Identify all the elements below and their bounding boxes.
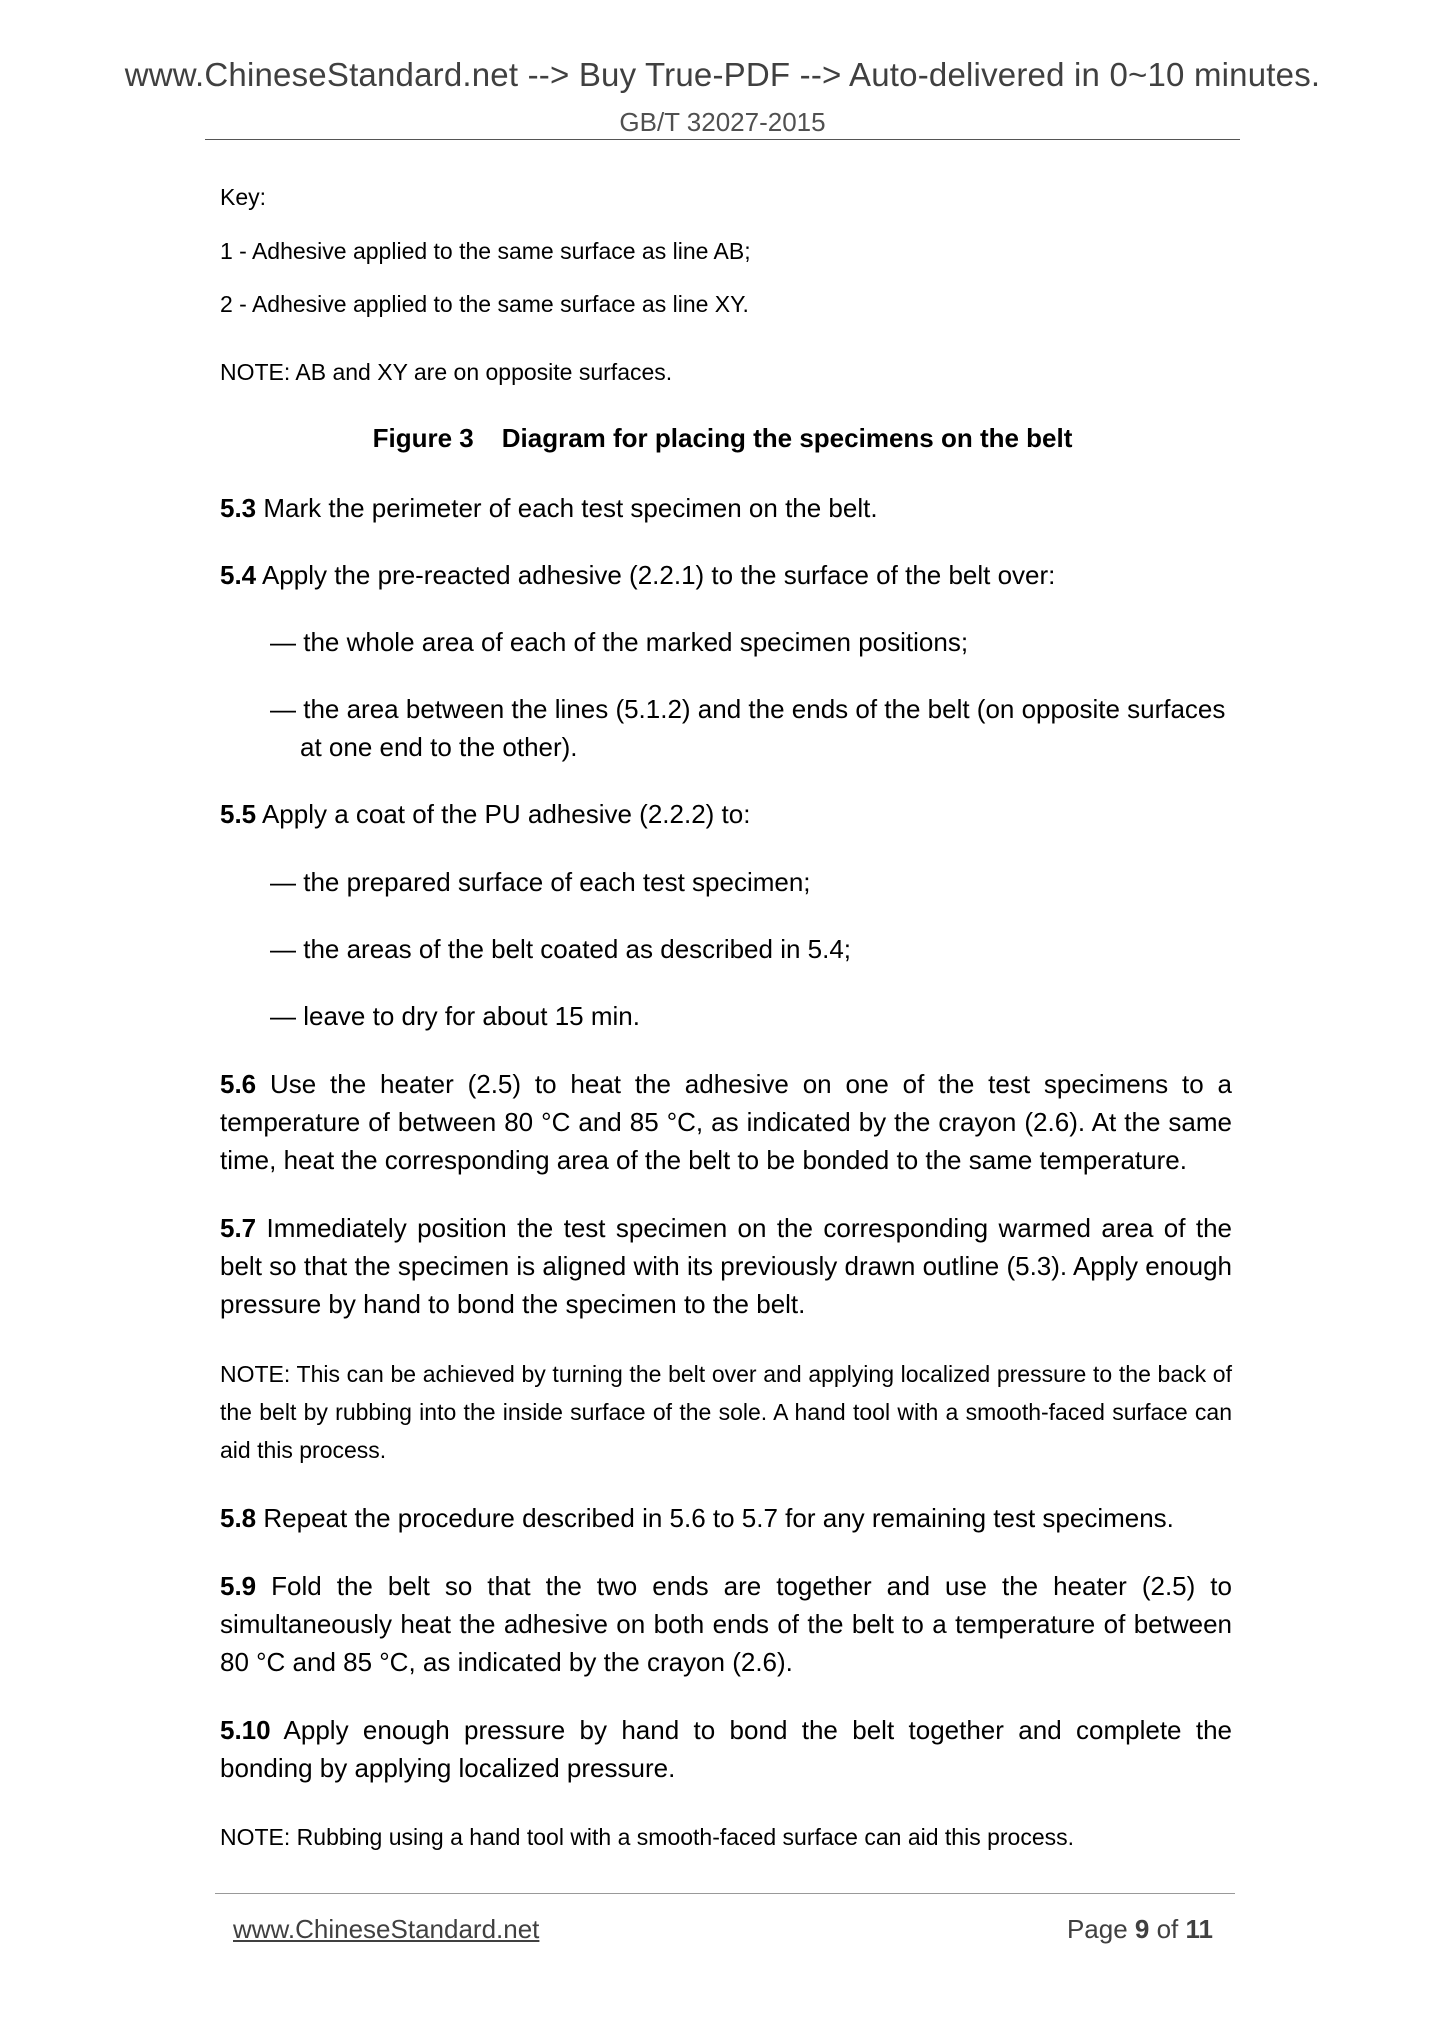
- clause-5-10-note: NOTE: Rubbing using a hand tool with a smooth-faced surface can aid this process.: [220, 1824, 1075, 1850]
- footer-website-link[interactable]: www.ChineseStandard.net: [233, 1914, 540, 1944]
- clause-number: 5.3: [220, 493, 257, 523]
- clause-5-7-note: NOTE: This can be achieved by turning the belt over and applying localized pressure to the back of the belt by rubbing into the inside surface of the sole. A hand tool with a smooth-faced surface can aid this process.: [220, 1361, 1232, 1463]
- clause-5-5-item-2: — the areas of the belt coated as described in 5.4;: [270, 934, 852, 964]
- page-prefix: Page: [1066, 1914, 1135, 1944]
- clause-text: Apply the pre-reacted adhesive (2.2.1) to the surface of the belt over:: [256, 560, 1056, 590]
- header-banner: www.ChineseStandard.net --> Buy True-PDF --> Auto-delivered in 0~10 minutes.: [124, 56, 1321, 93]
- figure-caption: [0, 423, 1445, 454]
- clause-5-6: [220, 1065, 1232, 1179]
- key-note: NOTE: AB and XY are on opposite surfaces.: [220, 359, 673, 385]
- clause-text: Apply enough pressure by hand to bond the belt together and complete the bonding by applying localized pressure.: [220, 1715, 1232, 1783]
- clause-5-7: [220, 1209, 1232, 1323]
- clause-number: 5.9: [220, 1571, 257, 1601]
- clause-5-8: [220, 1499, 1232, 1537]
- clause-text: Apply a coat of the PU adhesive (2.2.2) to:: [256, 799, 751, 829]
- clause-5-5: [220, 795, 1232, 833]
- page-indicator: [1067, 1914, 1213, 1945]
- clause-text: Fold the belt so that the two ends are together and use the heater (2.5) to simultaneously heat the adhesive on both ends of the belt to a temperature of between 80 °C and 85 °C, as indicated by the crayon (2.6).: [220, 1571, 1232, 1677]
- figure-title: Diagram for placing the specimens on the belt: [501, 423, 1073, 453]
- clause-5-4: [220, 556, 1232, 594]
- clause-number: 5.10: [220, 1715, 271, 1745]
- clause-5-4-item-2: — the area between the lines (5.1.2) and the ends of the belt (on opposite surfaces at one end to the other).: [270, 694, 1226, 762]
- clause-5-5-item-3: — leave to dry for about 15 min.: [270, 1001, 640, 1031]
- clause-text: Immediately position the test specimen on the corresponding warmed area of the belt so that the specimen is aligned with its previously drawn outline (5.3). Apply enough pressure by hand to bond the specimen to the belt.: [220, 1213, 1232, 1319]
- clause-number: 5.6: [220, 1069, 257, 1099]
- clause-5-3: [220, 489, 1232, 527]
- clause-5-4-item-1: — the whole area of each of the marked specimen positions;: [270, 627, 969, 657]
- clause-text: Mark the perimeter of each test specimen on the belt.: [256, 493, 878, 523]
- clause-number: 5.8: [220, 1503, 257, 1533]
- header-divider: [205, 139, 1240, 140]
- clause-5-5-item-1: — the prepared surface of each test specimen;: [270, 867, 811, 897]
- clause-5-10: [220, 1711, 1232, 1787]
- clause-number: 5.4: [220, 560, 257, 590]
- clause-number: 5.7: [220, 1213, 257, 1243]
- page-of: of: [1149, 1914, 1186, 1944]
- key-title: Key:: [220, 184, 267, 210]
- clause-number: 5.5: [220, 799, 257, 829]
- page-total: 11: [1185, 1914, 1213, 1944]
- clause-5-9: [220, 1567, 1232, 1681]
- clause-text: Use the heater (2.5) to heat the adhesive on one of the test specimens to a temperature of between 80 °C and 85 °C, as indicated by the crayon (2.6). At the same time, heat the corresponding area of the belt to be bonded to the same temperature.: [220, 1069, 1232, 1175]
- footer-divider: [215, 1893, 1235, 1894]
- page-current: 9: [1134, 1914, 1150, 1944]
- standard-number: GB/T 32027-2015: [619, 107, 826, 137]
- key-item-1: 1 - Adhesive applied to the same surface as line AB;: [220, 238, 751, 264]
- figure-number: Figure 3: [372, 423, 474, 453]
- key-item-2: 2 - Adhesive applied to the same surface as line XY.: [220, 291, 749, 317]
- clause-text: Repeat the procedure described in 5.6 to 5.7 for any remaining test specimens.: [256, 1503, 1174, 1533]
